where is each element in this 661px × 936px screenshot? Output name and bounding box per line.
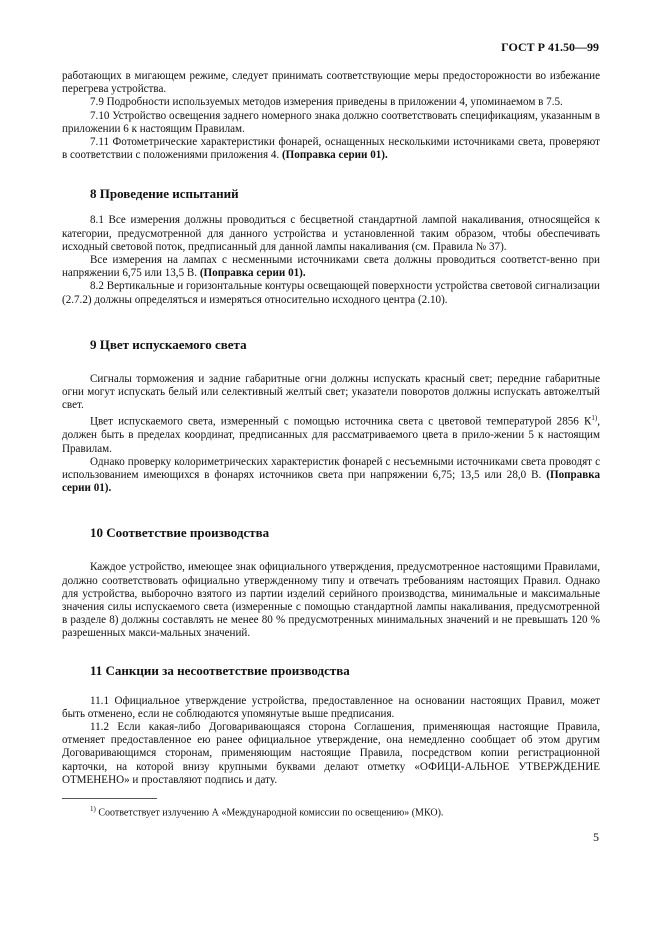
paragraph-7-11 [62,136,600,162]
paragraph-10-1: Каждое устройство, имеющее знак официального утверждения, предусмотренное настоящими Правилами, должно соответствовать официально утвержденному типу и отвечать требованиям настоящих Правил. Однако для устройства, выборочно взятого из партии изделий серийного производства, минимальные и максимальные значения силы испускаемого света (измеренные с помощью стандартной лампы накаливания, предусмотренной в разделе 8) должны составлять не менее 80 % предусмотренных минимальных значений и не превышать 120 % разрешенных макси-мальных значений. [62,561,600,640]
footnote [90,805,443,818]
paragraph-8-1-b-text: Все измерения на лампах с несменными источниками света должны проводиться соответст-венно при напряжении 6,75 или 13,5 В. [62,254,600,280]
section-9-title: 9 Цвет испускаемого света [90,336,247,352]
paragraph-7-10: 7.10 Устройство освещения заднего номерного знака должно соответствовать спецификациям, указанным в приложении 6 к настоящим Правилам. [62,109,600,135]
paragraph-9-2 [62,412,600,455]
paragraph-9-3-text: Однако проверку колориметрических характеристик фонарей с несъемными источниками света проводят с использованием имеющихся в фонарях источников света при напряжении 6,75; 13,5 или 28,0 В. [62,455,600,481]
correction-note: (Поправка серии 01). [281,149,388,162]
paragraph-9-1: Сигналы торможения и задние габаритные огни должны испускать красный свет; передние габаритные огни могут испускать белый или селективный желтый свет; указатели поворотов должны испускать автожелтый свет. [62,372,600,412]
paragraph-8-2: 8.2 Вертикальные и горизонтальные контуры освещающей поверхности устройства световой сигнализации (2.7.2) должны определяться и измеряться относительно исходного центра (2.10). [62,280,600,306]
paragraph-11-2: 11.2 Если какая-либо Договаривающаяся сторона Соглашения, применяющая настоящие Правила, отменяет предоставленное ею ранее официальное утверждение, она немедленно сообщает об этом другим Договаривающимся сторонам, применяющим настоящие Правила, посредством копии регистрационной карточки, на которой внизу крупными буквами делают отметку «ОФИЦИ-АЛЬНОЕ УТВЕРЖДЕНИЕ ОТМЕНЕНО» и проставляют подпись и дату. [62,720,600,786]
document-id: ГОСТ Р 41.50—99 [501,40,599,54]
paragraph-8-1: 8.1 Все измерения должны проводиться с бесцветной стандартной лампой накаливания, относящейся к категории, предусмотренной для данного устройства и установленной таким образом, чтобы обеспечивать исходный световой поток, предписанный для данной лампы накаливания (см. Правила № 37). [62,214,600,253]
paragraph-9-2-text-a: Цвет испускаемого света, измеренный с помощью источника света с цветовой температурой 2856 К [90,416,592,429]
paragraph-7-9: 7.9 Подробности используемых методов измерения приведены в приложении 4, упоминаемом в 7.5. [90,96,563,109]
paragraph-continued: работающих в мигающем режиме, следует принимать соответствующие меры предосторожности во избежание перегрева устройства. [62,70,600,96]
page-number: 5 [593,830,599,844]
paragraph-7-11-text: 7.11 Фотометрические характеристики фонарей, оснащенных несколькими источниками света, проверяют в соответствии с положениями приложения 4. [62,136,600,162]
section-10-title: 10 Соответствие производства [90,525,270,541]
footnote-text: Соответствует излучению А «Международной комиссии по освещению» (МКО). [98,807,444,819]
paragraph-9-3 [62,456,600,496]
section-11-title: 11 Санкции за несоответствие производства [90,662,350,678]
paragraph-11-1: 11.1 Официальное утверждение устройства, предоставленное на основании настоящих Правил, может быть отменено, если не соблюдаются упомянутые выше предписания. [62,694,600,720]
section-8-title: 8 Проведение испытаний [90,186,239,202]
paragraph-9-2-text-b: , должен быть в пределах координат, предписанных для рассматриваемого цвета в прило-жении 5 к настоящим Правилам. [62,416,600,455]
footnote-mark: 1) [90,805,96,813]
correction-note: (Поправка серии 01). [199,267,306,280]
paragraph-8-1-b [62,254,600,280]
page-content [62,70,600,787]
correction-note: (Поправка серии 01). [62,468,600,495]
footnote-ref: 1) [591,414,598,423]
footnote-divider [62,798,157,799]
